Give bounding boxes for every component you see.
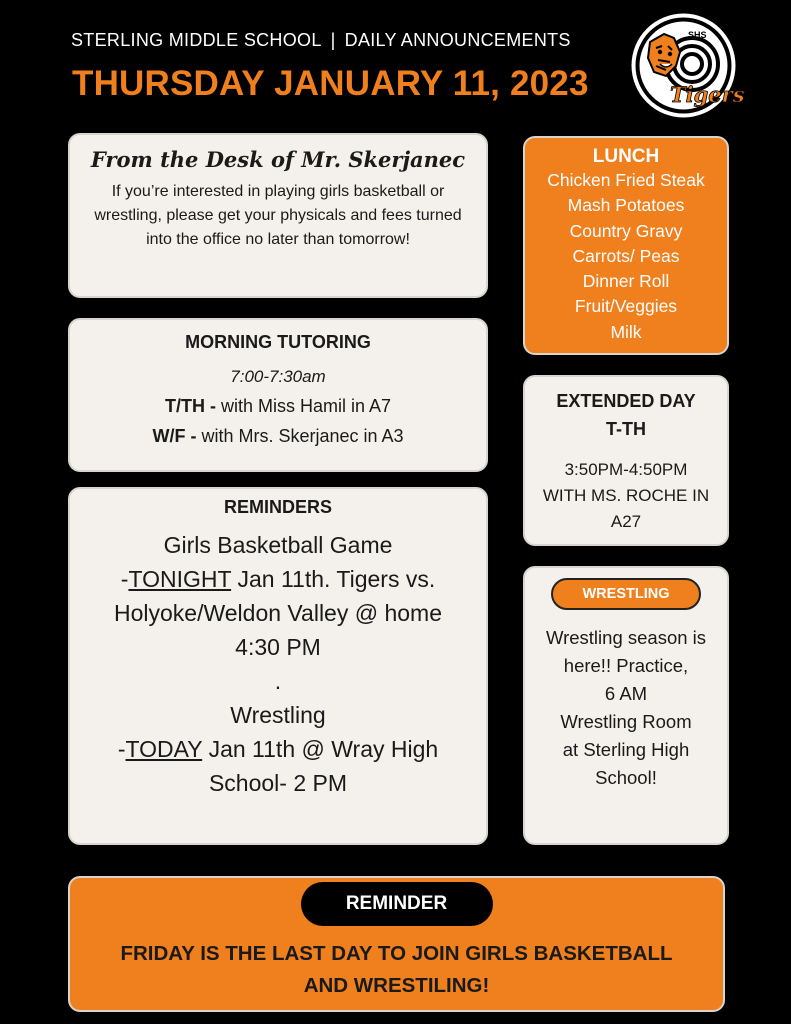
reminder-dot: . [274, 668, 282, 694]
reminders-card [68, 487, 488, 845]
lunch-item: Chicken Fried Steak [547, 170, 705, 190]
lunch-item: Mash Potatoes [567, 195, 685, 216]
wrestling-line: School! [595, 767, 657, 788]
reminder-line-rest: Jan 11th @ Wray High [202, 736, 439, 762]
extended-day-details [525, 457, 727, 535]
wrestling-line: 6 AM [604, 683, 648, 704]
desk-text: If you’re interested in playing girls basketball or wrestling, please get your physicals and fees turned into the office no later than tomorrow! [94, 183, 462, 248]
reminder-line: Holyoke/Weldon Valley @ home [113, 600, 443, 626]
reminder-line [70, 562, 486, 596]
reminder-line: Wrestling [230, 702, 326, 728]
wrestling-line: Wrestling season is [545, 627, 707, 648]
tigers-logo [630, 12, 745, 119]
reminders-title: REMINDERS [223, 497, 332, 517]
bottom-reminder-line: FRIDAY IS THE LAST DAY TO JOIN GIRLS BASKETBALL [120, 942, 673, 965]
header-school-line [71, 30, 571, 51]
extended-day-time: 3:50PM-4:50PM [564, 460, 688, 479]
wrestling-line: here!! Practice, [563, 655, 689, 676]
lunch-item: Dinner Roll [582, 271, 670, 292]
reminder-line: School- 2 PM [208, 770, 348, 796]
reminder-line-rest: Jan 11th. Tigers vs. [231, 566, 436, 592]
reminders-body [70, 528, 486, 800]
reminder-line [70, 732, 486, 766]
extended-day-card [523, 375, 729, 546]
tutoring-time: 7:00-7:30am [230, 367, 326, 386]
tutoring-row [70, 396, 486, 417]
lunch-item: Fruit/Veggies [574, 296, 678, 317]
tutoring-row [70, 426, 486, 447]
wrestling-label: WRESTLING [551, 578, 701, 610]
extended-day-title [525, 387, 727, 443]
reminder-today: TODAY [125, 736, 203, 762]
bottom-reminder-line: AND WRESTILING! [303, 974, 490, 997]
desk-card [68, 133, 488, 298]
extended-day-title-line: T-TH [606, 419, 646, 439]
extended-day-title-line: EXTENDED DAY [556, 391, 696, 411]
reminder-line: Girls Basketball Game [163, 532, 393, 558]
logo-tigers-text: Tigers [670, 82, 745, 107]
section-name: DAILY ANNOUNCEMENTS [344, 30, 571, 50]
wrestling-line: Wrestling Room [560, 711, 692, 732]
lunch-card [523, 136, 729, 355]
extended-day-detail: WITH MS. ROCHE IN [542, 486, 710, 505]
header-separator: | [330, 30, 336, 50]
tutoring-detail: with Miss Hamil in A7 [215, 396, 392, 416]
bottom-reminder-card [68, 876, 725, 1012]
lunch-item: Country Gravy [569, 220, 683, 241]
tutoring-days: T/TH - [164, 396, 216, 416]
wrestling-text [525, 624, 727, 792]
wrestling-line: at Sterling High [562, 739, 690, 760]
desk-title: From the Desk of Mr. Skerjanec [90, 147, 466, 172]
bottom-reminder-text [70, 938, 723, 1002]
lunch-title: LUNCH [592, 146, 660, 167]
tutoring-detail: with Mrs. Skerjanec in A3 [201, 426, 404, 446]
extended-day-detail: A27 [610, 512, 642, 531]
lunch-item: Carrots/ Peas [572, 245, 680, 266]
tutoring-days: W/F - [152, 426, 202, 446]
wrestling-card [523, 566, 729, 845]
tutoring-card [68, 318, 488, 472]
reminder-tonight: TONIGHT [128, 566, 232, 592]
logo-shs-text: SHS [688, 30, 707, 40]
announcement-date: THURSDAY JANUARY 11, 2023 [72, 64, 589, 103]
bottom-reminder-label: REMINDER [301, 882, 493, 926]
school-name: STERLING MIDDLE SCHOOL [71, 30, 322, 50]
reminder-prefix: - [117, 736, 126, 762]
tiger-emblem-icon [630, 12, 745, 119]
reminder-prefix: - [120, 566, 129, 592]
reminder-line: 4:30 PM [235, 634, 321, 660]
lunch-item: Milk [610, 321, 642, 342]
tutoring-title: MORNING TUTORING [185, 332, 371, 352]
